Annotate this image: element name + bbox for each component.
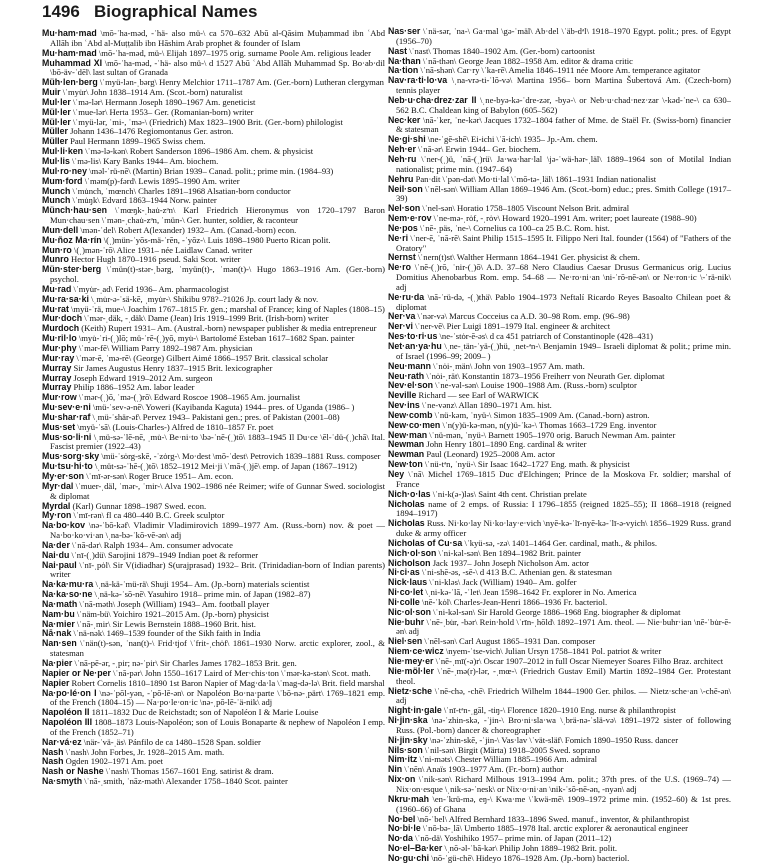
entry-definition: \ˈnā-ˌsmith, ˈnāz-məth\ Alexander 1758–1840 Scot. painter (84, 776, 288, 787)
entry-definition: name of 2 emps. of Russia: I 1796–1855 (reigned 1825–55); II 1868–1918 (reigned 1894–1917) (396, 498, 731, 519)
dictionary-entry (388, 519, 731, 539)
entry-definition: \ˈnā-pər\ John 1550–1617 Laird of Mer·chis·ton \ˈmər-kə-stən\ Scot. math. (113, 667, 371, 678)
entry-definition: \ˈmə-lər\ Hermann Joseph 1890–1967 Am. geneticist (73, 96, 256, 107)
entry-headword: Nix·on (388, 774, 416, 785)
dictionary-entry (388, 185, 731, 205)
entry-headword: Mu·ham·mad (42, 47, 97, 58)
entry-headword: Nie·möl·ler (388, 665, 434, 676)
entry-headword: Nic·ol·son (388, 606, 432, 617)
entry-headword: Nar·vá·ez (42, 736, 82, 747)
entry-headword: Neu·rath (388, 370, 425, 381)
entry-definition: \nə-ˈzhin-skē, -ˈjin-\ Vas·lav \ˈvät-släf\ Fomich 1890–1950 Russ. dancer (429, 734, 679, 745)
entry-definition: \ˌmu̇r-ə-ˈsä-kē, ˌmyu̇r-\ Shikibu 978?–?1026 Jp. court lady & nov. (91, 293, 319, 304)
entry-headword: Ner·va (388, 311, 416, 322)
entry-definition: \ˌna-vrə-ti-ˈlō-və\ Martina 1956– born Martina Šubertová Am. (Czech-born) tennis player (396, 75, 731, 96)
entry-definition: \en-ˈkrü-mə, eŋ-\ Kwa·me \ˈkwä-mē\ 1909–1972 prime min. (1952–60) & 1st pres. (1960–66) of Ghana (396, 793, 732, 814)
entry-definition: \ˈnü-tᵊn, ˈnyü-\ Sir Isaac 1642–1727 Eng. math. & physicist (424, 459, 630, 470)
entry-headword: Ne·ri (388, 232, 409, 243)
entry-definition: \ˈnast\ Thomas 1840–1902 Am. (Ger.-born) cartoonist (409, 45, 596, 56)
entry-definition: \mən-ˈdel\ Robert A(lexander) 1932– Am. (Canad.-born) econ. (80, 224, 297, 235)
entry-definition: \ˈnȯi-ˌrät\ Konstantin 1873–1956 Freiherr von Neurath Ger. diplomat (426, 370, 665, 381)
entry-headword: Mur·doch (42, 313, 83, 324)
entry-definition: \ˈnər-və\ Marcus Cocceius ca A.D. 30–98 Rom. emp. (96–98) (417, 311, 630, 322)
entry-headword: Mus·sorg·sky (42, 451, 100, 462)
entry-definition: Russ. Ni·ko·lay Ni·ko·lay·e·vich \nyē-kə-ˈlī-nyē-kə-ˈlī-ə-vyich\ 1856–1929 Russ. grand duke & army officer (396, 518, 731, 539)
entry-headword: Mu·tsu·hi·to (42, 461, 93, 472)
entry-definition: \ˌni-kə-ˈlā, -ˈlet\ Jean 1598–1642 Fr. explorer in No. America (425, 587, 637, 598)
entry-definition: Sir James Augustus Henry 1837–1915 Brit. lexicographer (73, 362, 273, 373)
entry-headword: Ni·jin·ska (388, 715, 428, 726)
entry-headword: Mün·ster·berg (42, 264, 102, 275)
entry-headword: Nem·e·rov (388, 213, 432, 224)
entry-definition: \(ˌ)mən-ˈrō\ Alice 1931– née Laidlaw Canad. writer (73, 244, 253, 255)
entry-definition: \ˈməm(p)-fərd\ Lewis 1895–1990 Am. writer (84, 175, 240, 186)
entry-headword: Nes·to·ri·us (388, 331, 438, 342)
entry-headword: Nim·itz (388, 754, 418, 765)
entry-headword: Napier or Ne·per (42, 667, 111, 678)
entry-definition: \ne-ˈstȯr-ē-əs\ d ca 451 patriarch of Constantinople (428–431) (439, 331, 653, 342)
entry-headword: No·bel (388, 813, 416, 824)
entry-definition: Robert Cornelis 1810–1890 1st Baron Napier of Mag·da·la \ˈmag-də-lə\ Brit. field marshal (71, 677, 385, 688)
entry-headword: Newman (388, 449, 425, 460)
entry-definition: (Karl) Gunnar 1898–1987 Swed. econ. (72, 500, 207, 511)
entry-headword: Na·smyth (42, 776, 83, 787)
entry-definition: Paul (Leonard) 1925–2008 Am. actor (426, 449, 555, 460)
dictionary-entry (388, 775, 731, 795)
entry-definition: Pan·dit \ˈpən-dət\ Mo·ti·lal \ˈmō-tə-ˌläl\ 1861–1931 Indian nationalist (415, 173, 657, 184)
entry-headword: Nich·o·las (388, 488, 431, 499)
entry-headword: Mun·dell (42, 224, 79, 235)
entry-definition: \ˈmər-ˌdäk, -ˌdäk\ Dame (Jean) Iris 1919–1999 Brit. (Irish-born) writer (84, 313, 329, 324)
entry-headword: Nich·ol·son (388, 547, 437, 558)
entry-headword: Murdoch (42, 323, 80, 334)
entry-definition: \nə-ˈpōl-yən, -ˈpō-lē-ən\ or Napoléon Bo·na·parte \ˈbō-nə-ˌpärt\ 1769–1821 emp. of the French (1804–15) — Na·po·le·on·ic \nə-ˌpō-lē-ˈä-nik\ adj (50, 687, 385, 708)
entry-definition: \ˈnil-sən\ Birgit (Märta) 1918–2005 Swed. soprano (424, 744, 600, 755)
entry-headword: No·gu·chi (388, 852, 430, 863)
entry-definition: Philip 1886–1952 Am. labor leader (73, 382, 195, 393)
entry-headword: Ne·pos (388, 222, 418, 233)
entry-definition: \ˈnēn\ Anaïs 1903–1977 Am. (Fr.-born) author (404, 764, 564, 775)
entry-definition: \ˈnā-shən\ Car·ry \ˈka-rē\ Amelia 1846–1911 née Moore Am. temperance agitator (420, 65, 701, 76)
entry-definition: Paul Hermann 1899–1965 Swiss chem. (70, 136, 206, 147)
entry-definition: \ˈner-(ˌ)ü, ˈnā-(ˌ)rü\ Ja·wa·har·lal \jə-ˈwä-hər-ˌläl\ 1889–1964 son of Motilal Indian nationalist; prime min. (1947–64) (396, 153, 731, 174)
entry-definition: \ˈnash\ Thomas 1567–1601 Eng. satirist & dram. (105, 766, 274, 777)
entry-headword: Mül·ler (42, 116, 71, 127)
entry-headword: Mul·ler (42, 96, 71, 107)
entry-definition: \ˈni-kəl-sən\ Ben 1894–1982 Brit. painter (438, 547, 582, 558)
entry-definition: \ˈnē-ˌmī(-ə)r\ Oscar 1907–2012 in full Oscar Niemeyer Soares Filho Braz. architect (435, 656, 724, 666)
entry-definition: \ˌmüt-sə-ˈhē-(ˌ)tō\ 1852–1912 Mei·ji \ˈmā-(ˌ)jē\ emp. of Japan (1867–1912) (94, 461, 358, 472)
entry-headword: Mül·ler (42, 106, 71, 117)
entry-headword: New·co·men (388, 419, 441, 430)
entry-definition: \ˈne-vənz\ Allan 1890–1971 Am. hist. (421, 400, 552, 411)
entry-definition: \ˈmyu̇r-ˌad\ Ferid 1936– Am. pharmacologist (73, 283, 229, 294)
entry-headword: Mu·rat (42, 303, 69, 314)
entry-headword: Nev·el·son (388, 380, 433, 391)
entry-definition: 1811–1832 Duc de Reichstadt; son of Napoléon I & Marie Louise (91, 707, 319, 718)
entry-definition: \ˈmə-lə-kən\ Robert Sanderson 1896–1986 Am. chem. & physicist (85, 146, 314, 157)
entry-definition: \ˈni-kəl-sən\ Sir Harold George 1886–1968 Eng. biographer & diplomat (433, 606, 681, 617)
dictionary-entry (388, 293, 731, 313)
entry-definition: Hector Hugh 1870–1916 pseud. Saki Scot. writer (71, 254, 241, 265)
entry-headword: Nai·paul (42, 559, 77, 570)
entry-definition: \ˈne-vəl-sən\ Louise 1900–1988 Am. (Russ.-born) sculptor (435, 380, 637, 391)
dictionary-entry (42, 521, 385, 541)
entry-headword: Müh·len·berg (42, 77, 98, 88)
entry-definition: \ˈnā-məth\ Joseph (William) 1943– Am. football player (79, 598, 270, 609)
entry-headword: Neu·mann (388, 360, 432, 371)
dictionary-entry (42, 689, 385, 709)
entry-headword: Mur·row (42, 392, 77, 403)
entry-definition: \ˈnü-kəm, ˈnyü-\ Simon 1835–1909 Am. (Canad.-born) astron. (434, 409, 650, 420)
dictionary-entry (388, 27, 731, 47)
entry-definition: \ˈnä-sər, ˈna-\ Ga·mal \gə-ˈmäl\ Ab·del \ˈäb-dᵊl\ 1918–1970 Egypt. polit.; pres. of Egypt (1956–70) (396, 26, 731, 46)
entry-definition: (Keith) Rupert 1931– Am. (Austral.-born) newspaper publisher & media entrepreneur (81, 323, 377, 334)
entry-definition: \mō-ˈha-məd, mü-\ Elijah 1897–1975 orig. surname Poole Am. religious leader (98, 47, 371, 58)
entry-definition: \ˈnäm-bü\ Yoichiro 1921–2015 Am. (Jp.-born) physicist (76, 608, 269, 619)
entry-definition: \ˈner-ē, ˈnā-rē\ Saint Philip 1515–1595 It. Filippo Neri Ital. founder (1564) of "Fathers of the Oratory" (396, 232, 731, 253)
entry-headword: Mus·so·li·ni (42, 431, 92, 442)
entry-definition: \ˈmue-lər\ Herta 1953– Ger. (Romanian-born) writer (73, 106, 254, 117)
entry-headword: Nie·buhr (388, 616, 425, 627)
entry-headword: Nast (388, 45, 408, 56)
entry-definition: \ˈnō-dä\ Yoshihiko 1957– prime min. of Japan (2011–12) (415, 833, 612, 844)
entry-definition: \ˈnā-thən\ George Jean 1882–1958 Am. editor & drama critic (422, 55, 633, 66)
entry-definition: \nē-ˈkȯl\ Charles-Jean-Henri 1866–1936 Fr. bacteriol. (421, 596, 608, 607)
entry-definition: \ˈmər-ē, ˈmə-rē\ (George) Gilbert Aimé 1866–1957 Brit. classical scholar (76, 352, 329, 363)
entry-headword: Nick·laus (388, 577, 428, 588)
entry-definition: \ˈnī-tᵊn-ˌgāl, -tiŋ-\ Florence 1820–1910 Eng. nurse & philanthropist (443, 705, 676, 716)
entry-headword: Ne·ro (388, 262, 411, 273)
entry-definition: \ˈnȯi-ˌmän\ John von 1903–1957 Am. math. (433, 360, 585, 371)
entry-headword: Na·tion (388, 65, 419, 76)
entry-headword: Mum·ford (42, 175, 83, 186)
entry-definition: \ˈmī-ər-sən\ Roger Bruce 1951– Am. econ. (86, 470, 234, 481)
left-column (42, 29, 385, 787)
entry-headword: Napier (42, 677, 70, 688)
entry-headword: Mu·shar·raf (42, 411, 91, 422)
entry-definition: \ˈni-shē-əs, -sē-\ d 413 B.C. Athenian gen. & statesman (421, 567, 612, 578)
entry-definition: \ˈni-kləs\ Jack (William) 1940– Am. golfer (429, 577, 577, 588)
entry-headword: Na·po·lé·on I (42, 687, 97, 698)
dictionary-entry (42, 433, 385, 453)
dictionary-entry (42, 29, 385, 49)
entry-definition: \ˈmyü-lər, ˈmi-, ˈmə-\ (Friedrich) Max 1823–1900 Brit. (Ger.-born) philologist (73, 116, 343, 127)
entry-headword: Napoléon II (42, 707, 90, 718)
entry-definition: \ˈnā-ər\ Erwin 1944– Ger. biochem. (418, 144, 541, 155)
entry-definition: \ˈnik-sən\ Richard Milhous 1913–1994 Am. polit.; 37th pres. of the U.S. (1969–74) — Nix·on·esque \ˌnik-sə-ˈnesk\ or Nix·o·ni·an \nik-ˈsō-nē-ən, -nyən\ adj (396, 774, 731, 794)
entry-definition: \myü-ˈrä, mue-\ Joachim 1767–1815 Fr. gen.; marshal of France; king of Naples (1808–15) (71, 303, 385, 314)
entry-headword: Mul·ro·ney (42, 165, 87, 176)
entry-definition: \ˈnä-nək\ 1469–1539 founder of the Sikh faith in India (73, 628, 261, 639)
entry-headword: Mur·phy (42, 343, 77, 353)
entry-definition: \ˈmyu̇r\ John 1838–1914 Am. (Scot.-born) naturalist (62, 87, 243, 98)
dictionary-entry (42, 265, 385, 285)
entry-definition: \ˈnā\ Michel 1769–1815 Duc d'Elchingen; Prince de la Moskova Fr. soldier; marshal of France (396, 468, 731, 489)
entry-headword: Ni·colle (388, 596, 420, 607)
entry-headword: Na·mier (42, 618, 75, 629)
entry-definition: \ˈnē-ˌmə(r)-lər, -ˌmœ-\ (Friedrich Gustav Emil) Martin 1892–1984 Ger. Protestant theol. (396, 665, 731, 686)
entry-headword: Nai·du (42, 549, 70, 560)
entry-headword: Na·pier (42, 658, 73, 668)
entry-definition: \(ˌ)mün-ˈyōs-mä-ˈrēn, -ˈyōz-\ Luis 1898–1980 Puerto Rican polit. (103, 234, 331, 245)
entry-headword: Mul·li·ken (42, 146, 84, 157)
entry-definition: \ˈmə-lis\ Kary Banks 1944– Am. biochem. (72, 155, 219, 166)
entry-definition: \ˈne-mə-ˌrȯf, -ˌrȯv\ Howard 1920–1991 Am. writer; poet laureate (1988–90) (433, 213, 697, 224)
entry-definition: \mü-ˈsȯrg-skē, -ˈzȯrg-\ Mo·dest \mō-ˈdest\ Petrovich 1839–1881 Russ. composer (101, 451, 381, 462)
entry-headword: Ne·ru·da (388, 291, 425, 302)
entry-definition: \ˈner-vē\ Pier Luigi 1891–1979 Ital. engineer & architect (415, 321, 611, 332)
entry-headword: Nehru (388, 173, 414, 184)
entry-definition: \ˈnel-sən\ Horatio 1758–1805 Viscount Nelson Brit. admiral (422, 203, 630, 214)
entry-headword: Mu·ham·mad (42, 28, 97, 38)
entry-definition: \ˈnern(t)st\ Walther Hermann 1864–1941 Ger. physicist & chem. (418, 252, 640, 263)
entry-headword: Nkru·mah (388, 793, 430, 804)
entry-definition: \ˈnē-ˌbu̇r, -bər\ Rein·hold \ˈrīn-ˌhōld\ 1892–1971 Am. theol. — Nie·buhr·ian \nē-ˈbu̇r-ē-ən\ adj (396, 616, 731, 637)
entry-headword: Mu·rad (42, 283, 72, 294)
entry-definition: \mü-ˈsev-ə-nē\ Yoweri (Kayibanda Kaguta) 1944– pres. of Uganda (1986– ) (93, 402, 355, 413)
entry-headword: Ni·ci·as (388, 567, 420, 578)
entry-headword: Nash or Nashe (42, 766, 104, 777)
entry-definition: \ˈnā-ˌmir\ Sir Lewis Bernstein 1888–1960 Brit. hist. (76, 618, 256, 629)
entry-headword: Neville (388, 390, 417, 401)
entry-headword: Napoléon III (42, 717, 93, 728)
entry-headword: Newman (388, 439, 425, 450)
entry-headword: Nicholas of Cu·sa (388, 537, 463, 548)
entry-definition: \ˈnēl-sən\ William Allan 1869–1946 Am. (Scot.-born) educ.; pres. Smith College (1917–39) (396, 183, 731, 204)
entry-headword: Nicholas (388, 518, 425, 529)
entry-headword: Ner·vi (388, 321, 413, 332)
entry-headword: Myrdal (42, 500, 71, 511)
entry-definition: \ˈnēl-sən\ Carl August 1865–1931 Dan. composer (424, 636, 596, 647)
entry-headword: Nav·ra·ti·lo·va (388, 75, 448, 86)
entry-definition: \ˈmər-fē\ William Parry 1892–1987 Am. physician (78, 343, 253, 353)
entry-headword: Mul·lis (42, 155, 70, 166)
entry-definition: \ˈnī-(ˌ)dü\ Sarojini 1879–1949 Indian poet & reformer (71, 549, 259, 560)
entry-headword: Na·ka·so·ne (42, 589, 93, 600)
entry-headword: Mu·sev·e·ni (42, 402, 91, 413)
entry-definition: \nā-ˈrü-də, -(ˌ)thä\ Pablo 1904–1973 Neftalí Ricardo Reyes Basoalto Chilean poet & diplomat (396, 291, 731, 312)
entry-definition: \ˈmu̇ŋk\ Edvard 1863–1944 Norw. painter (72, 195, 217, 206)
entry-definition: \nō-ˈbel\ Alfred Bernhard 1833–1896 Swed. manuf., inventor, & philanthropist (417, 813, 690, 824)
dictionary-entry (42, 482, 385, 502)
entry-headword: Night·in·gale (388, 705, 442, 716)
dictionary-entry (388, 716, 731, 736)
entry-headword: Ney (388, 468, 405, 479)
entry-definition: \ˈmər-(ˌ)ō, ˈmə-(ˌ)rō\ Edward Roscoe 1908–1965 Am. journalist (78, 392, 301, 403)
entry-headword: Nash (42, 756, 64, 767)
entry-headword: Mun·ro (42, 244, 72, 255)
entry-definition: \nyem-ˈtse-vich\ Julian Ursyn 1758–1841 Pol. patriot & writer (445, 646, 662, 657)
entry-headword: Mu·ril·lo (42, 333, 77, 344)
entry-headword: Murray (42, 372, 72, 383)
entry-definition: \ˈmün(t)-stər-ˌbərg, ˈmyün(t)-, ˈmən(t)-\ Hugo 1863–1916 Am. (Ger.-born) psychol. (50, 264, 385, 285)
entry-headword: New·man (388, 429, 428, 440)
entry-definition: \ˈmī-rən\ fl ca 480–440 B.C. Greek sculptor (73, 510, 225, 521)
entry-definition: \nə-ˈzhin-skə, -ˈjin-\ Bro·ni·sla·wa \ˌbrä-nə-ˈslä-və\ 1891–1972 sister of following Russ. (Pol.-born) dancer & choreographer (396, 715, 731, 735)
entry-headword: Na·ka·mu·ra (42, 579, 94, 590)
entry-headword: Na·math (42, 598, 78, 609)
entry-headword: Munch (42, 185, 71, 196)
dictionary-entry (42, 59, 385, 79)
entry-definition: \när-ˈvä-ˌäs\ Pánfilo de ca 1480–1528 Span. soldier (83, 736, 261, 747)
entry-definition: \nō-ˈgü-chē\ Hideyo 1876–1928 Am. (Jp.-born) bacteriol. (431, 852, 630, 863)
entry-headword: Murray (42, 362, 72, 373)
entry-headword: Mu·ñoz Ma·rín (42, 234, 102, 245)
entry-headword: Nicholson (388, 557, 431, 568)
entry-headword: Murray (42, 382, 72, 393)
dictionary-entry (42, 777, 385, 787)
entry-headword: Nec·ker (388, 114, 421, 125)
page-number: 1496 (42, 2, 80, 21)
entry-definition: \ˌne-byə-kə-ˈdre-zər, -byə-\ or Neb·u·chad·nez·zar \-kəd-ˈne-\ ca 630–562 B.C. Chaldean king of Babylon (605–562) (396, 94, 731, 115)
entry-definition: \ˈmyü-lən-ˌbərg\ Henry Melchior 1711–1787 Am. (Ger.-born) Lutheran clergyman (99, 77, 384, 88)
entry-definition: Ogden 1902–1971 Am. poet (65, 756, 164, 767)
dictionary-entry (388, 234, 731, 254)
entry-definition: \ˌmü-ˈshär-əf\ Pervez 1943– Pakistani gen.; pres. of Pakistan (2001–08) (92, 411, 340, 422)
entry-definition: \ˈkyü-sə, -zə\ 1401–1464 Ger. cardinal, math., & philos. (464, 537, 658, 548)
page-header (42, 2, 257, 22)
entry-headword: Nin (388, 764, 403, 775)
entry-definition: \ˈnī-ˌpȯl\ Sir V(idiadhar) S(urajprasad) 1932– Brit. (Trinidadian-born of Indian parents) writer (50, 559, 386, 580)
entry-definition: Jack 1937– John Joseph Nicholson Am. actor (432, 557, 590, 568)
dictionary-entry (388, 342, 731, 362)
entry-definition: \ˈn(y)ü-kə-mən, n(y)ü-ˈkə-\ Thomas 1663–1729 Eng. inventor (442, 419, 657, 430)
entry-definition: \ˈmu̇nch, ˈmœnch\ Charles 1891–1968 Alsatian-born conductor (72, 185, 291, 196)
entry-headword: Ni·co·let (388, 587, 424, 598)
entry-headword: Müller (42, 136, 68, 147)
entry-headword: Müller (42, 126, 68, 137)
entry-definition: \mō-ˈha-məd, -ˈhä- also mü-\ d 1527 Abū ʿAbd Allāh Muhammad Sp. Bo·ab·dil \bō-äv-ˈdēl\ last sultan of Granada (50, 57, 386, 78)
entry-definition: \myu̇-ˈri-(ˌ)lō; mü-ˈrē-(ˌ)yō, myu̇-\ Bartolomé Esteban 1617–1682 Span. painter (78, 333, 355, 344)
dictionary-entry (388, 618, 731, 638)
entry-headword: Neh·ru (388, 153, 417, 164)
entry-headword: Neil·son (388, 183, 423, 194)
entry-definition: \ˈnü-mən, ˈnyü-\ Barnett 1905–1970 orig. Baruch Newman Am. painter (429, 429, 676, 440)
dictionary-entry (388, 155, 731, 175)
entry-headword: Munch (42, 195, 71, 206)
dictionary-entry (42, 561, 385, 581)
entry-headword: Muhammad XI (42, 57, 103, 68)
entry-headword: No·el–Ba·ker (388, 843, 443, 854)
entry-headword: Nernst (388, 252, 416, 263)
entry-definition: \ˈnash\ John Forbes, Jr. 1928–2015 Am. math. (65, 746, 225, 757)
entry-headword: Na·than (388, 55, 421, 66)
entry-headword: Nietz·sche (388, 685, 432, 696)
entry-definition: 1808–1873 Louis-Napoléon; son of Louis Bonaparte & nephew of Napoléon I emp. of the French (1852–71) (50, 717, 385, 737)
entry-headword: Ni·jin·sky (388, 734, 428, 745)
entry-definition: \ˈni-k(ə-)ləs\ Saint 4th cent. Christian prelate (432, 488, 587, 499)
entry-headword: Nicholas (388, 498, 425, 509)
dictionary-entry (388, 795, 731, 815)
entry-definition: \nə-ˈbō-kəf\ Vladimir Vladimirovich 1899–1977 Am. (Russ.-born) nov. & poet — Na·bo·ko·vi·an \ˌna-bə-ˈkō-vē-ən\ adj (50, 520, 385, 541)
dictionary-entry (388, 96, 731, 116)
entry-headword: Muir (42, 87, 61, 98)
dictionary-entry (388, 667, 731, 687)
entry-definition: \ˈnā-dər\ Ralph 1934– Am. consumer advocate (72, 539, 233, 550)
entry-definition: \ˌmü-sə-ˈlē-nē, ˌmu̇-\ Be·ni·to \bə-ˈnē-(ˌ)tō\ 1883–1945 Il Du·ce \ēl-ˈdü-(ˌ)chā\ Ital. Fascist premier (1922–43) (50, 431, 385, 452)
entry-headword: Net·an·ya·hu (388, 341, 442, 351)
entry-headword: No·da (388, 833, 413, 844)
entry-definition: \mō-ˈha-məd, -ˈhä- also mü-\ ca 570–632 Abū al-Qāsim Muḥammad ibn ʿAbd Allāh ibn ʿAbd al-Muṭṭalib ibn Hāshim Arab prophet & founder of Islam (50, 28, 385, 48)
entry-definition: Johann 1436–1476 Regiomontanus Ger. astron. (70, 126, 234, 137)
dictionary-entry (388, 263, 731, 293)
entry-headword: Nils·son (388, 744, 423, 755)
entry-definition: \ˈnän(t)-sən, ˈnan(t)-\ Frid·tjof \ˈfrit-ˌchȯf\ 1861–1930 Norw. arctic explorer, zool., & statesman (50, 638, 385, 659)
entry-headword: Nev·ins (388, 400, 420, 411)
entry-definition: \ˌnä-kə-ˈsō-nē\ Yasuhiro 1918– prime min. of Japan (1982–87) (94, 589, 311, 600)
dictionary-entry (388, 76, 731, 96)
dictionary-entry (388, 854, 731, 864)
entry-definition: \ˈnē-chə, -chē\ Friedrich Wilhelm 1844–1900 Ger. philos. — Nietz·sche·an \-chē-ən\ adj (396, 685, 732, 706)
entry-headword: Nan·sen (42, 638, 77, 649)
entry-headword: Nas·ser (388, 26, 421, 36)
dictionary-entry (42, 206, 385, 226)
entry-definition: \ˈmuer-ˌdäl, ˈmər-, ˈmir-\ Alva 1902–1986 née Reimer; wife of Gunnar Swed. sociologist & diplomat (50, 480, 385, 501)
entry-definition: \ˈni-məts\ Chester William 1885–1966 Am. admiral (419, 754, 598, 765)
entry-definition: \ˈnō-bə-ˌlā\ Umberto 1885–1978 Ital. arctic explorer & aeronautical engineer (422, 823, 689, 834)
entry-headword: Ne·gi·shi (388, 134, 426, 145)
entry-definition: \ˈnē-(ˌ)rō, ˈnir-(ˌ)ō\ A.D. 37–68 Nero Claudius Caesar Drusus Germanicus orig. Lucius Domitius Ahenobarbus Rom. emp. 54–68 — Ne·ro·ni·an \ni-ˈrō-nē-ən\ or Ne·ron·ic \-ˈrä-nik\ adj (396, 262, 731, 292)
dictionary-entry (388, 116, 731, 136)
entry-headword: New·ton (388, 459, 423, 470)
dictionary-entry (42, 718, 385, 738)
entry-definition: \ne-ˈgē-shē\ Ei-ichi \ˈā-ich\ 1935– Jp.-Am. chem. (427, 134, 598, 145)
right-column (388, 27, 731, 864)
entry-headword: Münch·hau·sen (42, 205, 107, 216)
entry-definition: \nā-ˈker, ˈne-kər\ Jacques 1732–1804 father of Mme. de Staël Fr. (Swiss-born) financier & statesman (396, 114, 731, 135)
entry-headword: Na·der (42, 539, 70, 550)
entry-definition: John Henry 1801–1890 Eng. cardinal & writer (426, 439, 587, 450)
entry-headword: Neb·u·cha·drez·zar II (388, 94, 477, 105)
dictionary-entry (388, 687, 731, 707)
entry-headword: Nie·mey·er (388, 656, 434, 666)
entry-headword: New·comb (388, 409, 433, 420)
entry-definition: \ˌnō-əl-ˈbā-kər\ Philip John 1889–1982 Brit. polit. (444, 843, 618, 854)
entry-definition: \ˈnā-pē-ər, -ˌpir; nə-ˈpir\ Sir Charles James 1782–1853 Brit. gen. (74, 658, 297, 668)
entry-headword: Niel·sen (388, 636, 423, 647)
entry-headword: Nel·son (388, 203, 421, 214)
entry-headword: Munro (42, 254, 69, 265)
entry-definition: \ˈmœŋk-ˌhau̇-zᵊn\ Karl Friedrich Hieronymus von 1720–1797 Baron Mun·chau·sen \ˈmən-ˌchau̇-zᵊn, ˈmün-\ Ger. hunter, soldier, & raconteur (50, 205, 385, 226)
entry-definition: Richard — see Earl of WARWICK (418, 390, 539, 401)
page-title: Biographical Names (94, 2, 258, 21)
entry-headword: My·ron (42, 510, 72, 521)
entry-headword: Mus·set (42, 421, 76, 432)
entry-headword: Nā·nak (42, 628, 72, 639)
entry-definition: \məl-ˈrü-nē\ (Martin) Brian 1939– Canad. polit.; prime min. (1984–93) (89, 165, 334, 176)
entry-headword: Niem·ce·wicz (388, 646, 444, 657)
entry-headword: Nash (42, 746, 64, 757)
entry-headword: My·er·son (42, 470, 85, 481)
entry-definition: \ˈnē-ˌpäs, ˈne-\ Cornelius ca 100–ca 25 B.C. Rom. hist. (419, 222, 610, 233)
entry-headword: Nam·bu (42, 608, 75, 619)
entry-headword: Mur·ray (42, 352, 75, 363)
entry-definition: \ˌne-ˌtän-ˈyä-(ˌ)hü, ˌnet-ᵊn-\ Benjamin 1949– Israeli diplomat & polit.; prime min. of Israel (1996–99; 2009– ) (396, 341, 731, 361)
entry-headword: Na·bo·kov (42, 520, 86, 531)
entry-headword: No·bi·le (388, 823, 421, 834)
entry-headword: Myr·dal (42, 480, 74, 491)
entry-headword: Neh·er (388, 144, 416, 155)
entry-definition: Joseph Edward 1919–2012 Am. surgeon (73, 372, 213, 383)
dictionary-entry (388, 470, 731, 490)
dictionary-entry (42, 639, 385, 659)
entry-definition: \ˌnä-kä-ˈmü-rä\ Shuji 1954– Am. (Jp.-born) materials scientist (95, 579, 310, 590)
entry-headword: Mu·ra·sa·ki (42, 293, 89, 304)
entry-definition: \myü-ˈsā\ (Louis-Charles-) Alfred de 1810–1857 Fr. poet (77, 421, 274, 432)
dictionary-entry (388, 500, 731, 520)
